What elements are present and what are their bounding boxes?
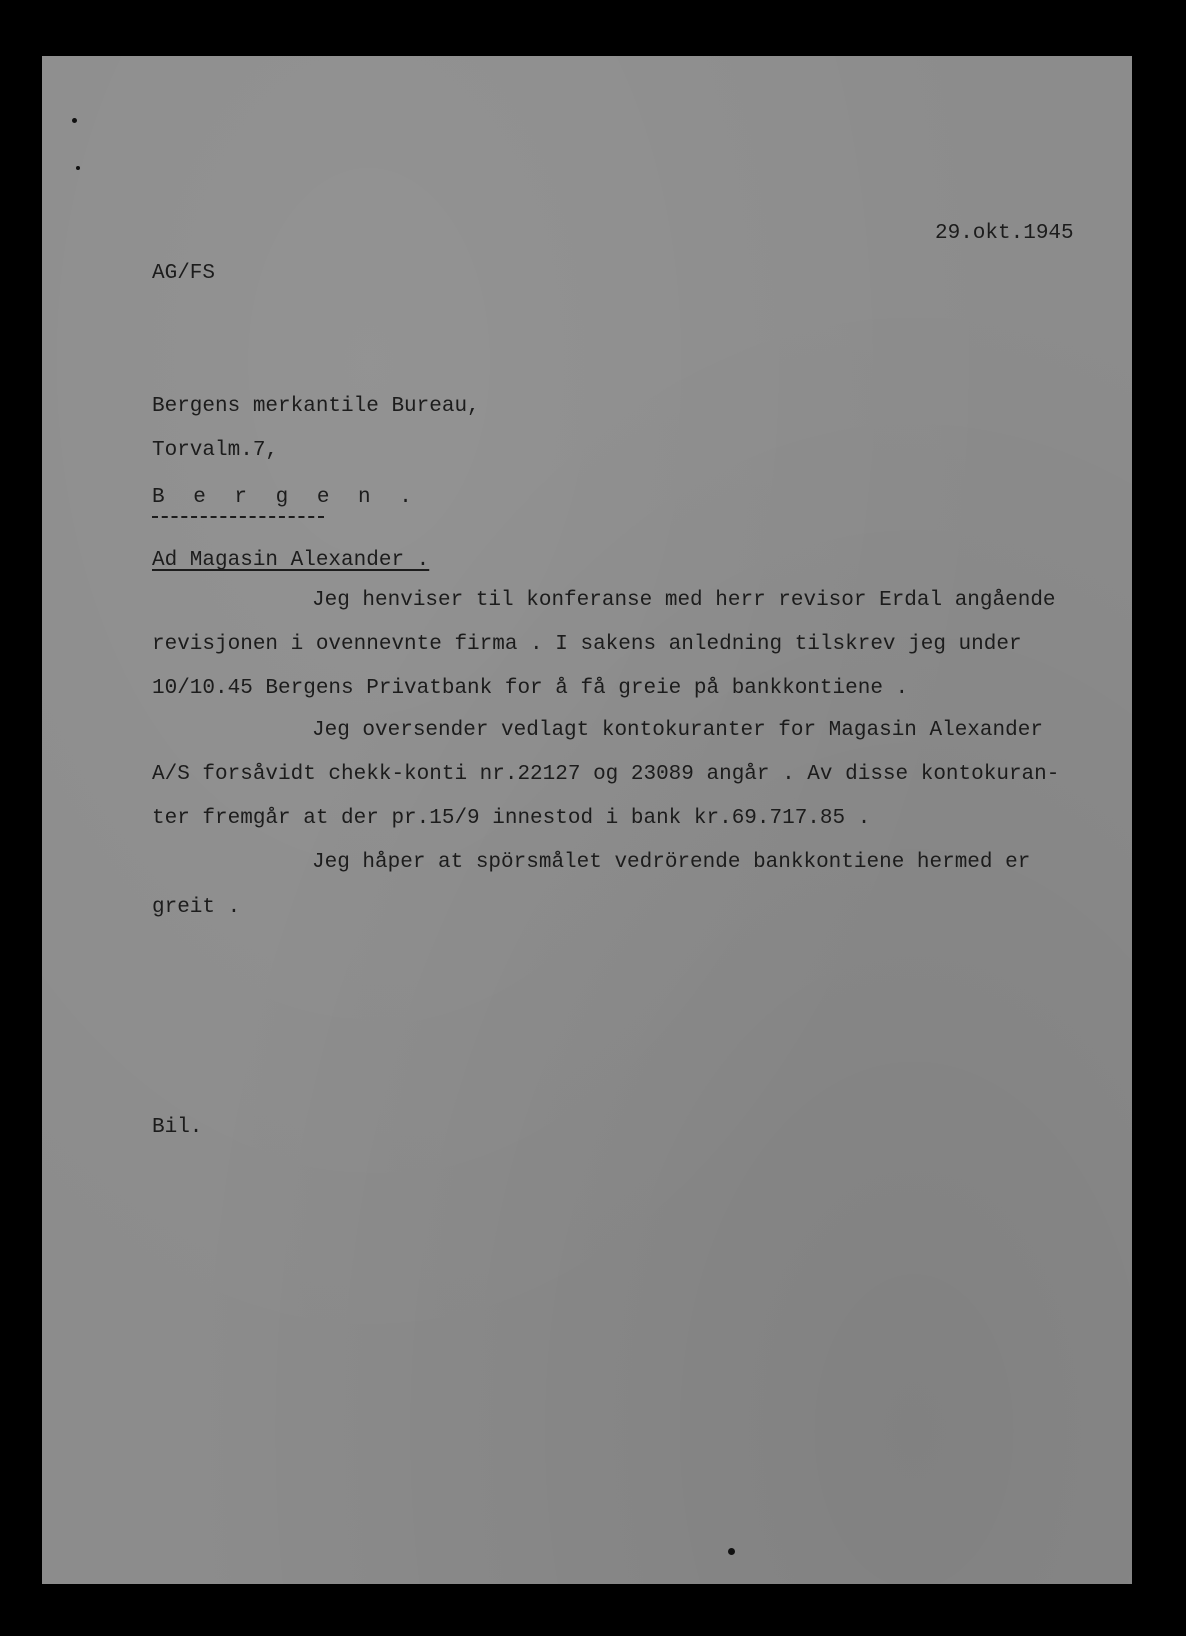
body-line: Jeg håper at spörsmålet vedrörende bankkontiene hermed er (312, 851, 1031, 874)
city-underline (152, 516, 324, 518)
body-line: A/S forsåvidt chekk-konti nr.22127 og 23089 angår . Av disse kontokuran- (152, 763, 1060, 786)
recipient-street: Torvalm.7, (152, 439, 279, 462)
letter-date: 29.okt.1945 (935, 222, 1074, 245)
punch-mark-top (72, 118, 77, 123)
enclosure-note: Bil. (152, 1116, 203, 1139)
body-line: 10/10.45 Bergens Privatbank for å få greie på bankkontiene . (152, 677, 909, 700)
punch-mark-lower (76, 166, 80, 170)
body-line: Jeg henviser til konferanse med herr revisor Erdal angående (312, 589, 1056, 612)
body-line: ter fremgår at der pr.15/9 innestod i bank kr.69.717.85 . (152, 807, 871, 830)
body-line: greit . (152, 896, 241, 919)
body-line: revisjonen i ovennevnte firma . I sakens anledning tilskrev jeg under (152, 633, 1022, 656)
recipient-city: B e r g e n . (152, 486, 420, 509)
recipient-name: Bergens merkantile Bureau, (152, 395, 480, 418)
subject-line: Ad Magasin Alexander . (152, 549, 430, 572)
ink-spot (728, 1548, 735, 1555)
body-line: Jeg oversender vedlagt kontokuranter for Magasin Alexander (312, 719, 1043, 742)
reference-initials: AG/FS (152, 262, 216, 285)
